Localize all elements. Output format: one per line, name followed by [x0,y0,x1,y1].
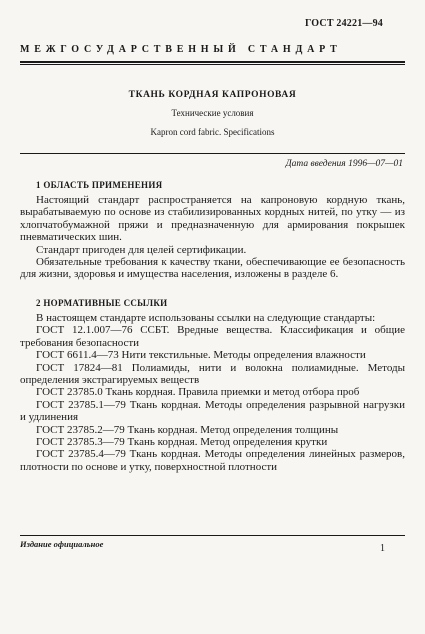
paragraph: Обязательные требования к качеству ткани, обеспечивающие ее безопасность для жизни, здоровья и имущества населения, изложены в разделе 6. [20,256,405,281]
paragraph: В настоящем стандарте использованы ссылки на следующие стандарты: [36,312,376,324]
reference-item: ГОСТ 23785.4—79 Ткань кордная. Методы определения линейных размеров, плотности по основе и утку, поверхностной плотности [20,448,405,473]
reference-item: ГОСТ 17824—81 Полиамиды, нити и волокна полиамидные. Методы определения экстрагируемых веществ [20,361,405,387]
reference-item: ГОСТ 23785.1—79 Ткань кордная. Методы определения разрывной нагрузки и удлинения [20,398,405,424]
reference-item: ГОСТ 23785.3—79 Ткань кордная. Метод определения крутки [36,436,328,449]
header-rule-thin [20,64,405,65]
footer-rule [20,535,405,536]
page-number: 1 [380,543,385,554]
official-edition-label: Издание официальное [20,539,104,549]
section-heading-scope: 1 ОБЛАСТЬ ПРИМЕНЕНИЯ [36,180,163,190]
reference-item: ГОСТ 12.1.007—76 ССБТ. Вредные вещества. Классификация и общие требования безопасности [20,324,405,349]
reference-item: ГОСТ 23785.2—79 Ткань кордная. Метод определения толщины [36,423,339,436]
date-of-introduction: Дата введения 1996—07—01 [285,159,403,169]
header-rule-thick [20,61,405,63]
section-heading-references: 2 НОРМАТИВНЫЕ ССЫЛКИ [36,298,168,308]
document-title-english: Kapron cord fabric. Specifications [150,127,275,137]
paragraph: Стандарт пригоден для целей сертификации. [36,243,247,256]
paragraph: Настоящий стандарт распространяется на капроновую кордную ткань, вырабатываемую по основе из стабилизированных кордных нитей, по утку — из хлопчатобумажной пряжи и предназначенную для армирования покрышек пневматических шин. [20,194,405,244]
reference-item: ГОСТ 23785.0 Ткань кордная. Правила приемки и метод отбора проб [36,386,360,399]
gost-code: ГОСТ 24221—94 [304,18,383,29]
section-body-references [20,312,405,473]
title-rule [20,153,405,154]
document-subtitle: Технические условия [171,108,254,118]
reference-item: ГОСТ 6611.4—73 Нити текстильные. Методы определения влажности [36,349,366,362]
document-title: ТКАНЬ КОРДНАЯ КАПРОНОВАЯ [128,90,297,100]
section-body-scope [20,194,405,281]
interstate-standard-label: МЕЖГОСУДАРСТВЕННЫЙ СТАНДАРТ [20,44,342,55]
